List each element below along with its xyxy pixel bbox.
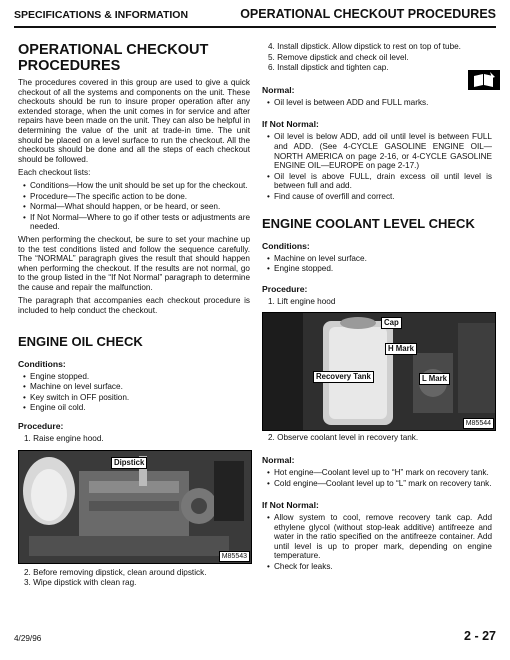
header-rule — [14, 26, 496, 28]
oil-steps-continued — [262, 42, 492, 73]
cap-label: Cap — [381, 317, 402, 329]
oil-procedure-label: Procedure: — [18, 421, 64, 432]
list-item: • Find cause of overfill and correct. — [262, 192, 492, 202]
intro-paragraph: The procedures covered in this group are used to give a quick checkout of all the systems and components on the unit. These checkouts should be run to insure proper operation after any extended storage, when the unit comes in for service and after repairs have been made on the unit. They can also be helpful in determining the value of the unit at trade-in time. The unit should be placed on a level surface to run the checkout. All the checkouts should be done and all the steps of each checkout should be followed. — [18, 78, 250, 164]
accompany-paragraph: The paragraph that accompanies each checkout procedure is included to help conduct the checkout. — [18, 296, 250, 316]
coolant-photo — [262, 312, 496, 431]
oil-normal — [262, 98, 492, 108]
dipstick-label: Dipstick — [111, 457, 147, 469]
list-item: • Cold engine—Coolant level up to “L” mark on recovery tank. — [262, 479, 492, 489]
footer-date: 4/29/96 — [14, 634, 42, 643]
performing-paragraph: When performing the checkout, be sure to set your machine up to the test conditions listed and follow the sequence carefully. The “NORMAL” paragraph gives the result that should happen when performing the checkout. If the results are not normal, go to the group listed in the “If Not Normal” paragraph to determine the cause and repair the malfunction. — [18, 234, 250, 292]
oil-steps-a — [18, 434, 250, 444]
oil-normal-label: Normal: — [262, 84, 295, 95]
list-item: • Oil level is below ADD, add oil until level is between FULL and ADD. (See 4-CYCLE GASOLINE ENGINE OIL—NORTH AMERICA on page 2-16, or 4-CYCLE GASOLINE ENGINE OIL—EUROPE on page 2-17.) — [262, 132, 492, 170]
footer-page-number: 2 - 27 — [464, 629, 496, 643]
page-header-left: SPECIFICATIONS & INFORMATION — [14, 9, 189, 21]
coolant-conditions-label: Conditions: — [262, 240, 310, 251]
list-item: • If Not Normal—Where to go if other tests or adjustments are needed. — [18, 213, 250, 232]
right-column — [262, 36, 492, 575]
list-item: • Machine on level surface. — [18, 382, 250, 392]
oil-conditions-label: Conditions: — [18, 358, 66, 369]
list-item: 2. Before removing dipstick, clean around dipstick. — [24, 567, 207, 577]
coolant-title: ENGINE COOLANT LEVEL CHECK — [262, 215, 475, 231]
list-item: • Normal—What should happen, or be heard, or seen. — [18, 202, 250, 212]
coolant-not-normal — [262, 513, 492, 572]
coolant-normal-label: Normal: — [262, 454, 295, 465]
page-title: OPERATIONAL CHECKOUT PROCEDURES — [18, 42, 209, 74]
list-item: • Hot engine—Coolant level up to “H” mark on recovery tank. — [262, 468, 492, 478]
list-item: • Engine stopped. — [18, 372, 250, 382]
list-item: 4. Install dipstick. Allow dipstick to rest on top of tube. — [268, 42, 461, 51]
page-header-right: OPERATIONAL CHECKOUT PROCEDURES — [240, 7, 496, 21]
coolant-not-normal-label: If Not Normal: — [262, 500, 319, 511]
coolant-procedure-label: Procedure: — [262, 283, 308, 294]
oil-steps-b — [18, 568, 250, 588]
photo-code: M85544 — [463, 418, 494, 429]
list-item: 3. Wipe dipstick with clean rag. — [24, 578, 137, 588]
coolant-conditions — [262, 254, 492, 274]
engine-oil-title: ENGINE OIL CHECK — [18, 333, 143, 349]
list-item: 6. Install dipstick and tighten cap. — [268, 63, 389, 73]
list-item: 2. Observe coolant level in recovery tank. — [268, 433, 419, 443]
list-item: • Key switch in OFF position. — [18, 393, 250, 403]
list-item: 1. Lift engine hood — [268, 296, 336, 306]
left-column — [18, 36, 250, 591]
list-item: • Oil level is above FULL, drain excess oil until level is between full and add. — [262, 172, 492, 191]
oil-conditions — [18, 372, 250, 413]
recovery-tank-label: Recovery Tank — [313, 371, 374, 383]
h-mark-label: H Mark — [385, 343, 417, 355]
list-item: • Allow system to cool, remove recovery tank cap. Add ethylene glycol (without stop-leak additive) antifreeze and water in the ratio specified on the antifreeze container. Add until level is up to proper mark, depending on engine temperature. — [262, 513, 492, 561]
checkout-lists — [18, 181, 250, 232]
list-item: • Procedure—The specific action to be done. — [18, 192, 250, 202]
coolant-steps-b — [262, 433, 492, 443]
list-item: • Machine on level surface. — [262, 254, 492, 264]
oil-not-normal — [262, 132, 492, 201]
list-item: • Engine oil cold. — [18, 403, 250, 413]
oil-not-normal-label: If Not Normal: — [262, 119, 319, 130]
coolant-normal — [262, 468, 492, 488]
list-item: 1. Raise engine hood. — [24, 434, 104, 444]
list-item: • Engine stopped. — [262, 264, 492, 274]
recovery-tank-illustration — [263, 313, 495, 430]
lists-intro: Each checkout lists: — [18, 168, 91, 178]
dipstick-photo — [18, 450, 252, 564]
list-item: • Oil level is between ADD and FULL marks. — [262, 98, 492, 108]
coolant-steps-a — [262, 297, 492, 307]
photo-code: M85543 — [219, 551, 250, 562]
l-mark-label: L Mark — [419, 373, 450, 385]
list-item: • Check for leaks. — [262, 562, 492, 572]
list-item: 5. Remove dipstick and check oil level. — [268, 52, 409, 62]
list-item: • Conditions—How the unit should be set up for the checkout. — [18, 181, 250, 191]
